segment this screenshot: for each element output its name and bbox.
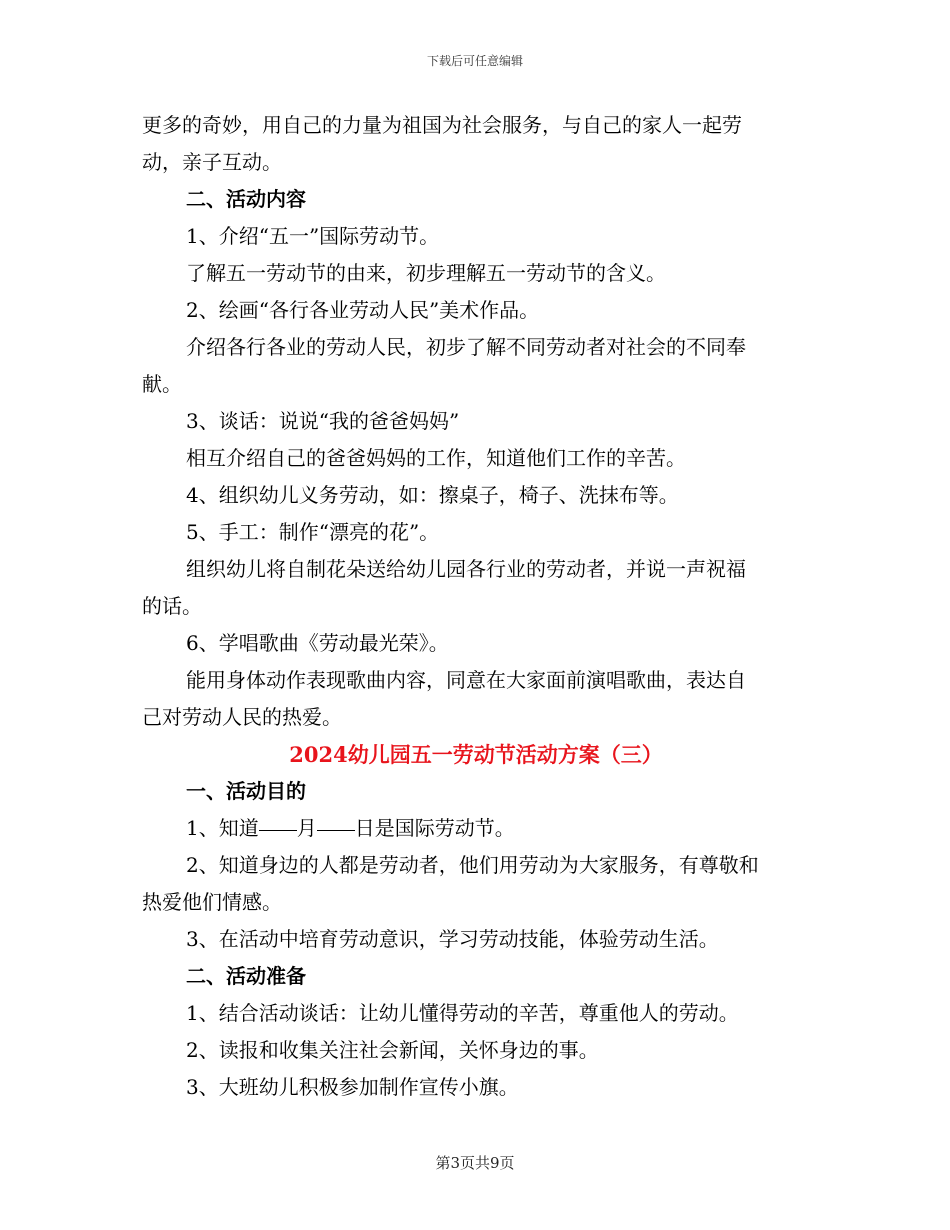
document-body xyxy=(142,107,810,1106)
list-item: 2、绘画“各行各业劳动人民”美术作品。 xyxy=(186,298,540,322)
blank-underline xyxy=(259,829,297,831)
paragraph-line: 能用身体动作表现歌曲内容，同意在大家面前演唱歌曲，表达自 xyxy=(186,668,746,692)
list-item: 4、组织幼儿义务劳动，如：擦桌子，椅子、洗抹布等。 xyxy=(186,483,679,507)
list-item: 2、知道身边的人都是劳动者，他们用劳动为大家服务，有尊敬和 xyxy=(186,853,759,877)
paragraph-line: 热爱他们情感。 xyxy=(142,890,282,914)
document-title: 2024幼儿园五一劳动节活动方案（三） xyxy=(289,742,663,767)
paragraph-line: 献。 xyxy=(142,372,182,396)
list-item: 5、手工：制作“漂亮的花”。 xyxy=(186,520,440,544)
list-item: 1、介绍“五一”国际劳动节。 xyxy=(186,224,440,248)
list-item: 2、读报和收集关注社会新闻，关怀身边的事。 xyxy=(186,1038,599,1062)
list-item: 1、结合活动谈话：让幼儿懂得劳动的辛苦，尊重他人的劳动。 xyxy=(186,1001,739,1025)
list-item: 3、在活动中培育劳动意识，学习劳动技能，体验劳动生活。 xyxy=(186,927,719,951)
list-item-text: 1、知道 xyxy=(186,816,259,840)
list-item: 3、大班幼儿积极参加制作宣传小旗。 xyxy=(186,1075,519,1099)
list-item xyxy=(142,810,810,847)
paragraph-line: 介绍各行各业的劳动人民，初步了解不同劳动者对社会的不同奉 xyxy=(186,335,746,359)
paragraph-line: 动，亲子互动。 xyxy=(142,150,282,174)
paragraph-line: 的话。 xyxy=(142,594,202,618)
page-header: 下载后可任意编辑 xyxy=(426,54,523,68)
paragraph-line: 相互介绍自己的爸爸妈妈的工作，知道他们工作的辛苦。 xyxy=(186,446,686,470)
page-footer: 第3页共9页 xyxy=(435,1154,515,1172)
paragraph-line: 组织幼儿将自制花朵送给幼儿园各行业的劳动者，并说一声祝福 xyxy=(186,557,746,581)
blank-underline xyxy=(317,829,355,831)
section-heading: 二、活动内容 xyxy=(186,187,306,211)
paragraph-line: 了解五一劳动节的由来，初步理解五一劳动节的含义。 xyxy=(186,261,666,285)
paragraph-line: 更多的奇妙，用自己的力量为祖国为社会服务，与自己的家人一起劳 xyxy=(142,113,742,137)
section-heading: 二、活动准备 xyxy=(186,964,306,988)
list-item: 6、学唱歌曲《劳动最光荣》。 xyxy=(186,631,449,655)
list-item-text: 月 xyxy=(296,816,317,840)
list-item: 3、谈话：说说“我的爸爸妈妈” xyxy=(186,409,460,433)
list-item-text: 日是国际劳动节。 xyxy=(354,816,515,840)
paragraph-line: 己对劳动人民的热爱。 xyxy=(142,705,342,729)
section-heading: 一、活动目的 xyxy=(186,779,306,803)
